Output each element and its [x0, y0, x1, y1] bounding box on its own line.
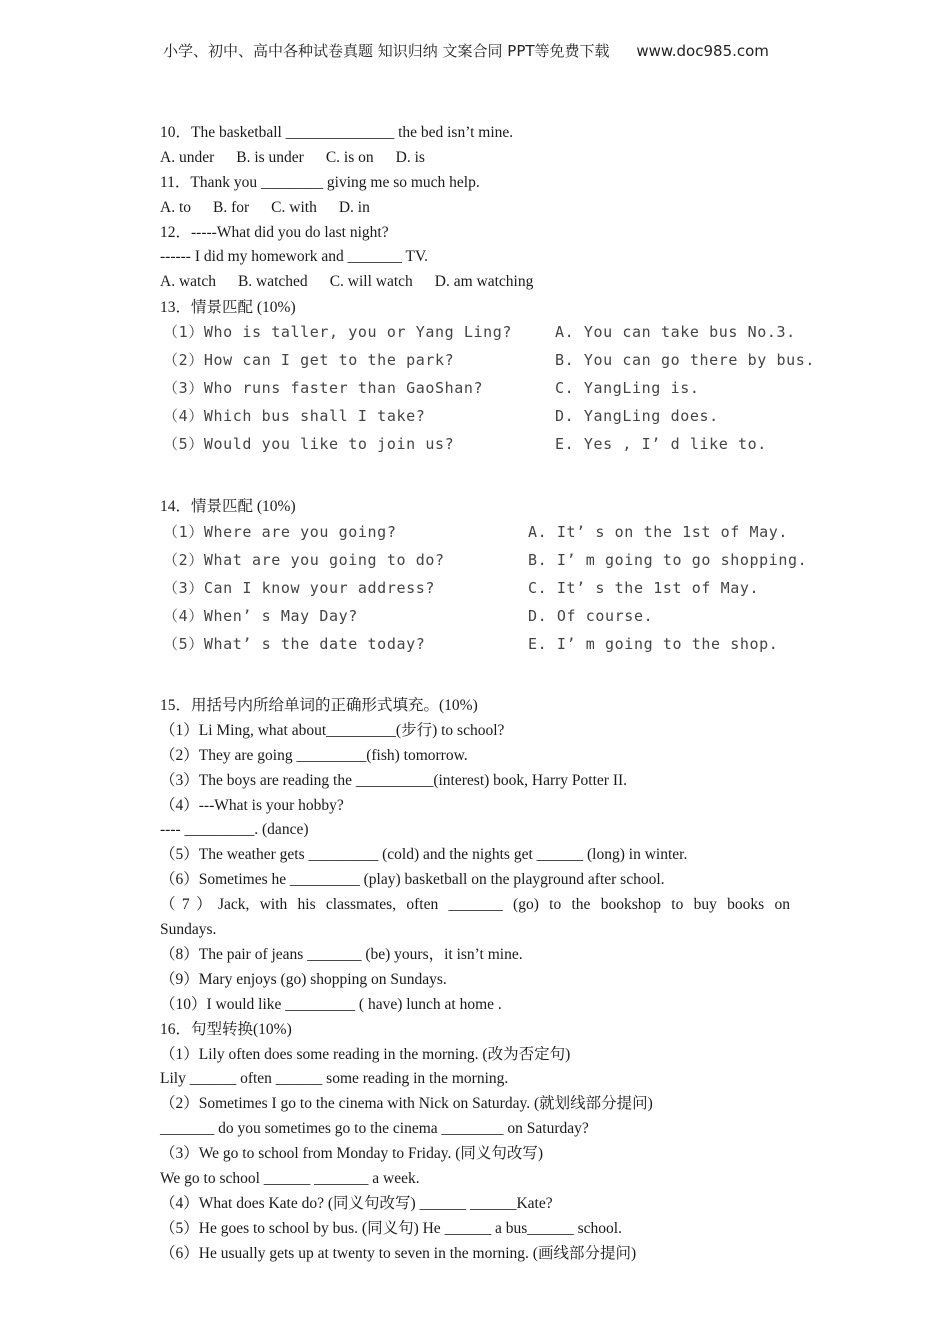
- q15-line: （1）Li Ming, what about_________(步行) to school?: [160, 722, 505, 739]
- q10-option-b: B. is under: [236, 149, 304, 166]
- q14-question-3: （3）Can I know your address?: [163, 579, 435, 597]
- q15-line: （9）Mary enjoys (go) shopping on Sundays.: [160, 971, 447, 988]
- q13-title: 13．情景匹配 (10%): [160, 299, 296, 316]
- q16-line: Lily ______ often ______ some reading in the morning.: [160, 1070, 509, 1087]
- q15-line: ---- _________. (dance): [160, 821, 309, 838]
- q14-answer-b: B. I’ m going to go shopping.: [528, 551, 808, 569]
- q16-line: （4）What does Kate do? (同义句改写) ______ ______Kate?: [160, 1195, 553, 1212]
- q12-option-c: C. will watch: [329, 273, 413, 290]
- q15-title: 15．用括号内所给单词的正确形式填充。(10%): [160, 697, 478, 714]
- q12-option-d: D. am watching: [434, 273, 534, 290]
- q15-line: （6）Sometimes he _________ (play) basketball on the playground after school.: [160, 871, 665, 888]
- q13-answer-e: E. Yes , I’ d like to.: [555, 435, 767, 453]
- q13-question-2: （2）How can I get to the park?: [163, 351, 455, 369]
- q15-line: （10）I would like _________ ( have) lunch at home .: [160, 996, 502, 1013]
- q13-question-4: （4）Which bus shall I take?: [163, 407, 426, 425]
- q12-option-b: B. watched: [237, 273, 308, 290]
- q16-line: （3）We go to school from Monday to Friday. (同义句改写): [160, 1145, 544, 1162]
- q13-answer-b: B. You can go there by bus.: [555, 351, 816, 369]
- q15-line: （2）They are going _________(fish) tomorrow.: [160, 747, 468, 764]
- q14-question-5: （5）What’ s the date today?: [163, 635, 426, 653]
- q11-stem: 11．Thank you ________ giving me so much help.: [160, 174, 480, 191]
- q13-answer-c: C. YangLing is.: [555, 379, 700, 397]
- q11-option-c: C. with: [271, 199, 317, 216]
- q15-line: （7）Jack, with his classmates, often _______ (go) to the bookshop to buy books on: [160, 896, 790, 913]
- q10-stem: 10．The basketball ______________ the bed isn’t mine.: [160, 124, 514, 141]
- q13-answer-d: D. YangLing does.: [555, 407, 719, 425]
- q15-line: （5）The weather gets _________ (cold) and the nights get ______ (long) in winter.: [160, 846, 688, 863]
- q14-answer-d: D. Of course.: [528, 607, 654, 625]
- q15-line: Sundays.: [160, 921, 217, 938]
- q16-title: 16．句型转换(10%): [160, 1021, 292, 1038]
- q16-line: We go to school ______ _______ a week.: [160, 1170, 420, 1187]
- q15-line: （3）The boys are reading the __________(interest) book, Harry Potter II.: [160, 772, 628, 789]
- q14-question-4: （4）When’ s May Day?: [163, 607, 358, 625]
- q10-options: [160, 149, 447, 167]
- q13-question-3: （3）Who runs faster than GaoShan?: [163, 379, 484, 397]
- q14-question-1: （1）Where are you going?: [163, 523, 397, 541]
- q11-option-b: B. for: [213, 199, 250, 216]
- q12-line2: ------ I did my homework and _______ TV.: [160, 248, 429, 265]
- q10-option-d: D. is: [395, 149, 425, 166]
- q16-line: （6）He usually gets up at twenty to seven in the morning. (画线部分提问): [160, 1245, 637, 1262]
- header-text: 小学、初中、高中各种试卷真题 知识归纳 文案合同 PPT等免费下载: [163, 42, 610, 60]
- q10-option-a: A. under: [160, 149, 215, 166]
- q16-line: （5）He goes to school by bus. (同义句) He ______ a bus______ school.: [160, 1220, 622, 1237]
- q13-question-1: （1）Who is taller, you or Yang Ling?: [163, 323, 513, 341]
- q11-options: [160, 199, 392, 217]
- q11-option-a: A. to: [160, 199, 191, 216]
- q14-answer-c: C. It’ s the 1st of May.: [528, 579, 760, 597]
- q14-answer-e: E. I’ m going to the shop.: [528, 635, 779, 653]
- q16-line: _______ do you sometimes go to the cinema ________ on Saturday?: [160, 1120, 589, 1137]
- q16-line: （2）Sometimes I go to the cinema with Nick on Saturday. (就划线部分提问): [160, 1095, 653, 1112]
- q13-question-5: （5）Would you like to join us?: [163, 435, 455, 453]
- q12-option-a: A. watch: [160, 273, 216, 290]
- page-header: [163, 40, 769, 61]
- q15-line: （4）---What is your hobby?: [160, 797, 344, 814]
- q14-question-2: （2）What are you going to do?: [163, 551, 445, 569]
- q15-line: （8）The pair of jeans _______ (be) yours，it isn’t mine.: [160, 946, 523, 963]
- q12-stem: 12．-----What did you do last night?: [160, 224, 389, 241]
- q11-option-d: D. in: [338, 199, 370, 216]
- q14-answer-a: A. It’ s on the 1st of May.: [528, 523, 789, 541]
- header-site-link[interactable]: www.doc985.com: [636, 42, 769, 60]
- q14-title: 14．情景匹配 (10%): [160, 498, 296, 515]
- q16-line: （1）Lily often does some reading in the morning. (改为否定句): [160, 1046, 571, 1063]
- q10-option-c: C. is on: [325, 149, 374, 166]
- q13-answer-a: A. You can take bus No.3.: [555, 323, 796, 341]
- q12-options: [160, 273, 555, 291]
